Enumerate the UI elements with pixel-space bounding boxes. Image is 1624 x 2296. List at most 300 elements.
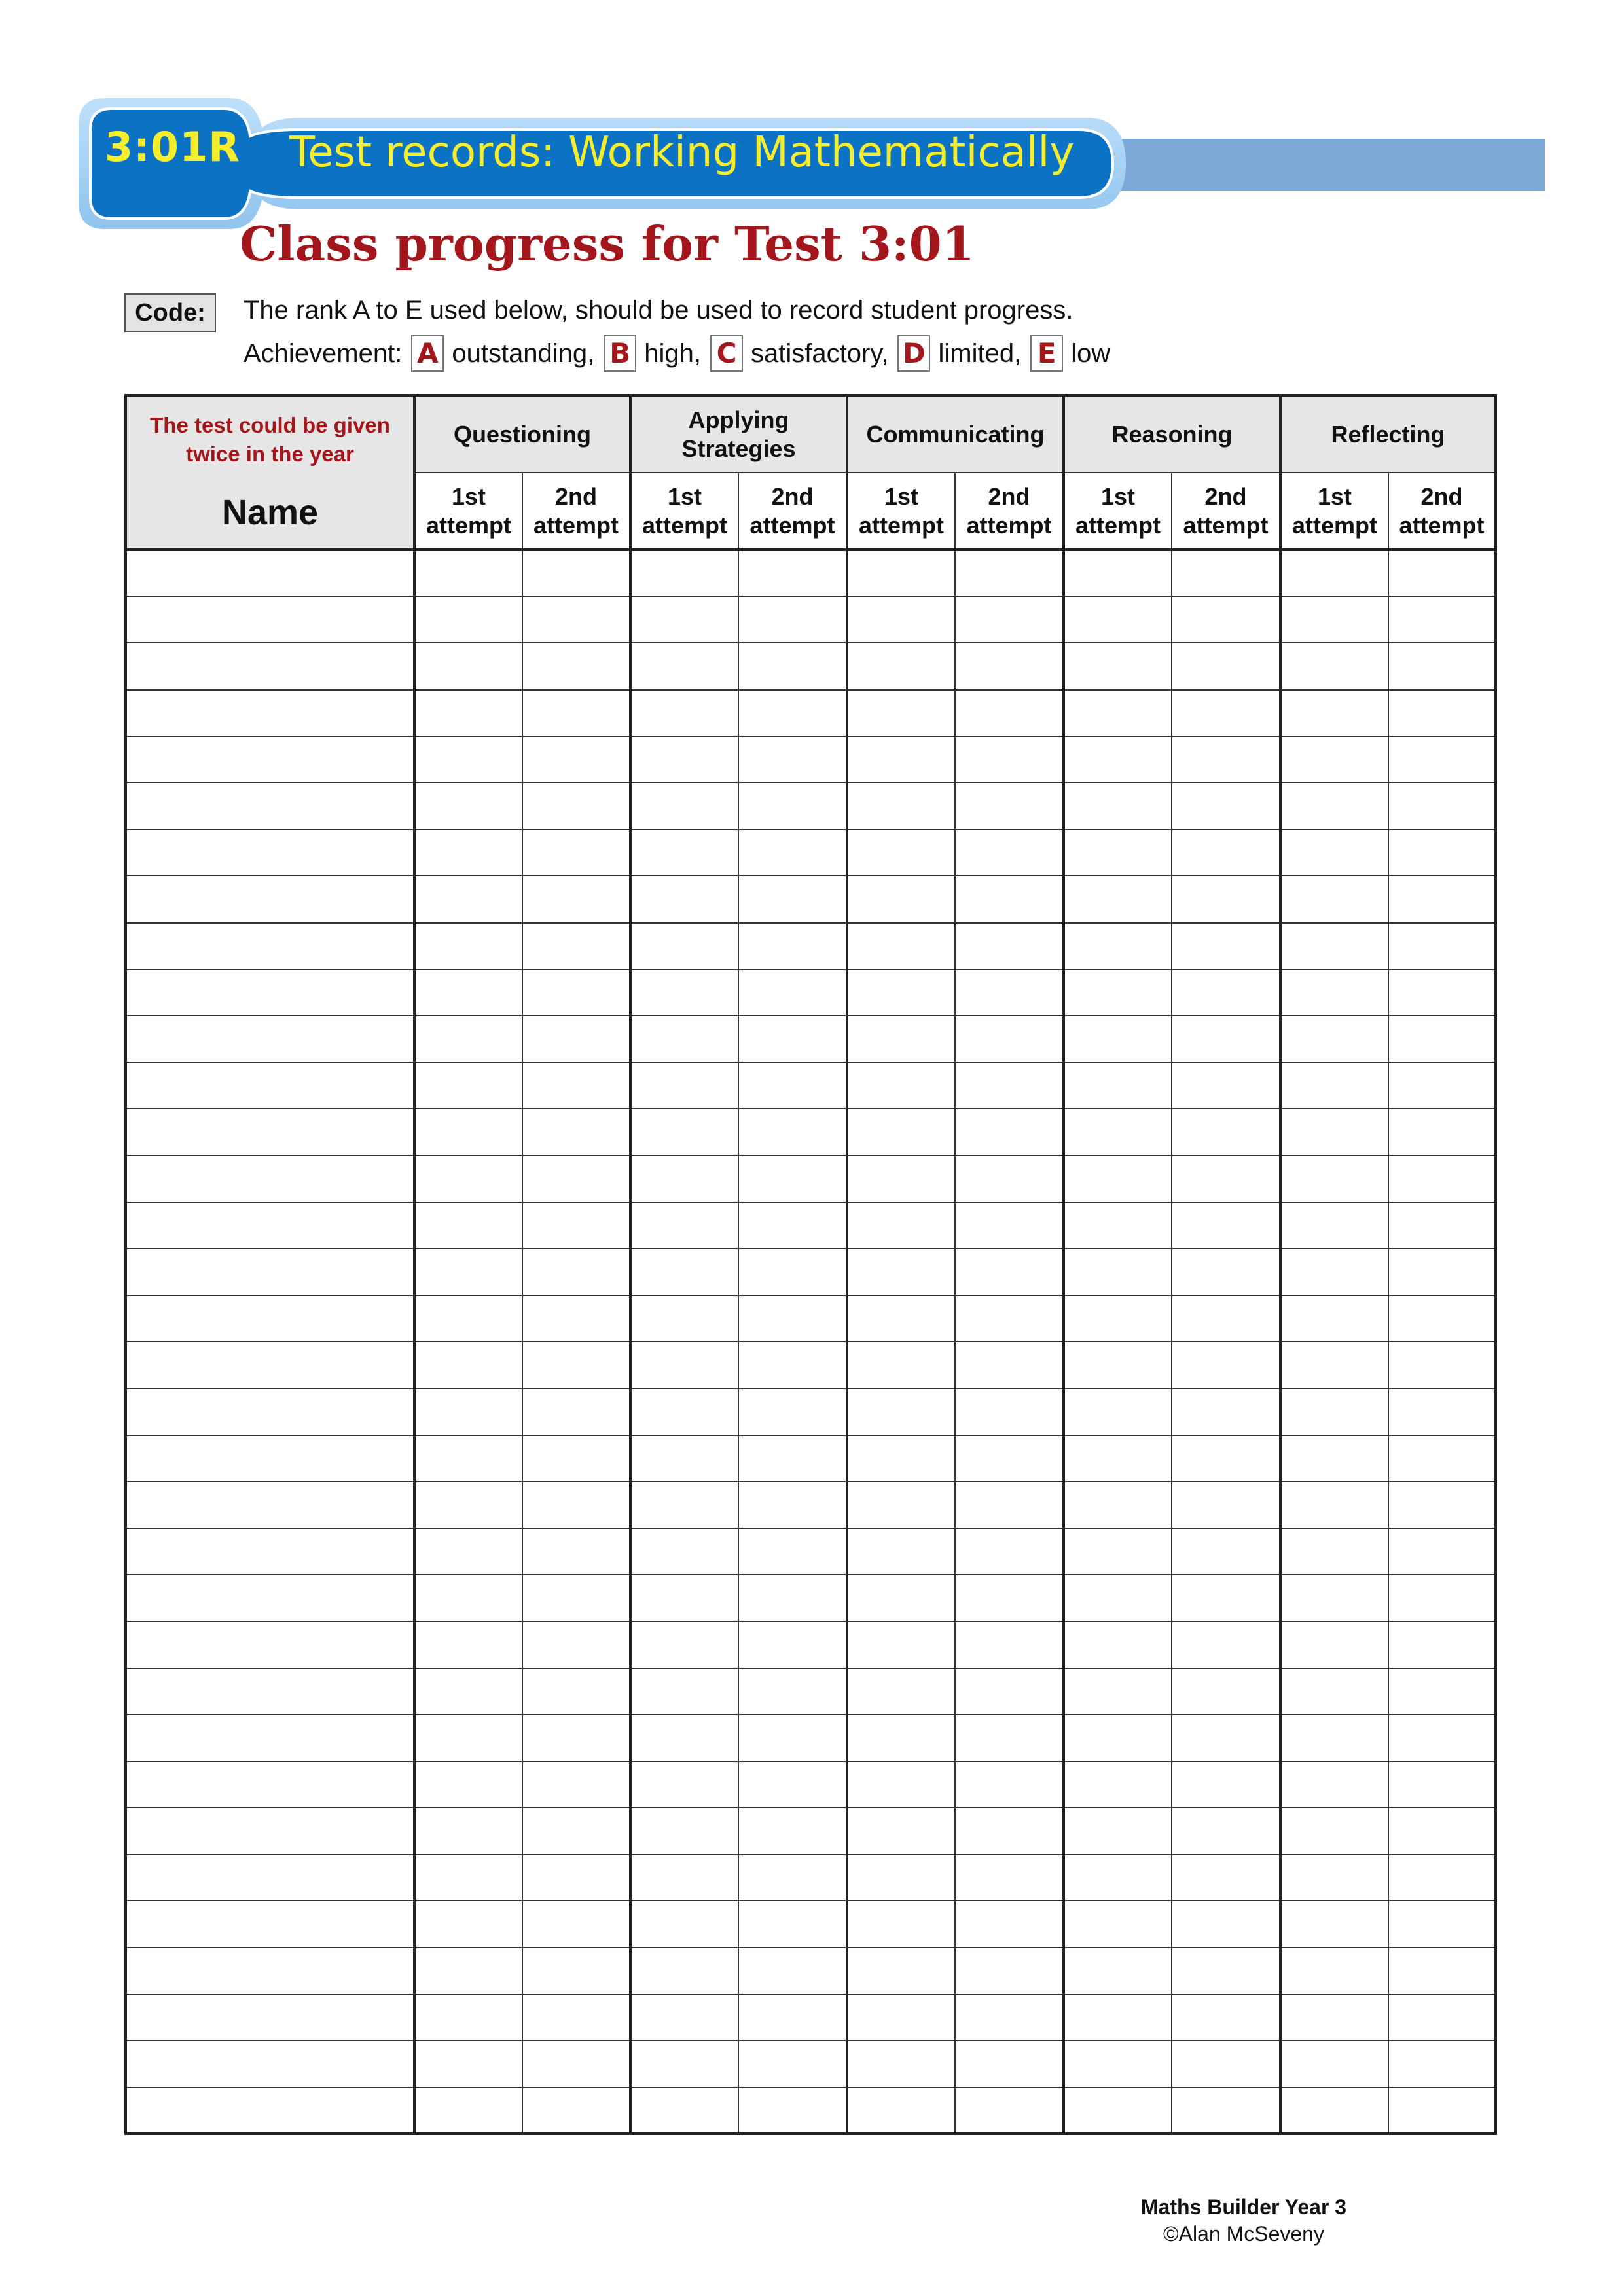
score-cell[interactable] <box>955 1715 1064 1761</box>
name-cell[interactable] <box>126 1482 414 1528</box>
score-cell[interactable] <box>1064 2087 1172 2134</box>
score-cell[interactable] <box>1064 783 1172 829</box>
score-cell[interactable] <box>630 1668 738 1715</box>
score-cell[interactable] <box>738 1109 847 1155</box>
score-cell[interactable] <box>414 783 522 829</box>
score-cell[interactable] <box>414 969 522 1016</box>
score-cell[interactable] <box>522 1854 630 1901</box>
score-cell[interactable] <box>1172 1109 1280 1155</box>
score-cell[interactable] <box>847 1435 955 1482</box>
score-cell[interactable] <box>1172 1342 1280 1388</box>
score-cell[interactable] <box>630 643 738 689</box>
name-cell[interactable] <box>126 969 414 1016</box>
score-cell[interactable] <box>847 1202 955 1249</box>
score-cell[interactable] <box>414 690 522 736</box>
score-cell[interactable] <box>738 1435 847 1482</box>
score-cell[interactable] <box>847 690 955 736</box>
score-cell[interactable] <box>630 596 738 643</box>
score-cell[interactable] <box>522 1994 630 2041</box>
name-cell[interactable] <box>126 2087 414 2134</box>
score-cell[interactable] <box>414 1062 522 1109</box>
name-cell[interactable] <box>126 1435 414 1482</box>
score-cell[interactable] <box>630 1295 738 1342</box>
score-cell[interactable] <box>738 1715 847 1761</box>
score-cell[interactable] <box>955 923 1064 969</box>
score-cell[interactable] <box>522 1155 630 1202</box>
score-cell[interactable] <box>414 1901 522 1947</box>
name-cell[interactable] <box>126 1295 414 1342</box>
score-cell[interactable] <box>1172 829 1280 876</box>
score-cell[interactable] <box>522 1948 630 1994</box>
score-cell[interactable] <box>522 783 630 829</box>
score-cell[interactable] <box>1388 1202 1496 1249</box>
score-cell[interactable] <box>522 690 630 736</box>
score-cell[interactable] <box>738 1062 847 1109</box>
score-cell[interactable] <box>630 1808 738 1854</box>
score-cell[interactable] <box>738 596 847 643</box>
score-cell[interactable] <box>738 736 847 783</box>
score-cell[interactable] <box>1172 1948 1280 1994</box>
score-cell[interactable] <box>1064 1668 1172 1715</box>
score-cell[interactable] <box>1064 923 1172 969</box>
score-cell[interactable] <box>522 550 630 596</box>
score-cell[interactable] <box>847 923 955 969</box>
score-cell[interactable] <box>1388 1388 1496 1435</box>
score-cell[interactable] <box>955 1155 1064 1202</box>
score-cell[interactable] <box>1280 596 1388 643</box>
score-cell[interactable] <box>414 1948 522 1994</box>
name-cell[interactable] <box>126 1715 414 1761</box>
score-cell[interactable] <box>1388 1808 1496 1854</box>
score-cell[interactable] <box>1388 1761 1496 1808</box>
score-cell[interactable] <box>630 1249 738 1295</box>
score-cell[interactable] <box>847 1668 955 1715</box>
score-cell[interactable] <box>1280 783 1388 829</box>
score-cell[interactable] <box>738 1249 847 1295</box>
score-cell[interactable] <box>1280 1062 1388 1109</box>
score-cell[interactable] <box>414 1528 522 1575</box>
score-cell[interactable] <box>955 1342 1064 1388</box>
score-cell[interactable] <box>955 876 1064 922</box>
score-cell[interactable] <box>1172 1808 1280 1854</box>
score-cell[interactable] <box>738 2087 847 2134</box>
score-cell[interactable] <box>1064 876 1172 922</box>
score-cell[interactable] <box>1280 1901 1388 1947</box>
score-cell[interactable] <box>738 1155 847 1202</box>
score-cell[interactable] <box>1172 1062 1280 1109</box>
score-cell[interactable] <box>1280 1202 1388 1249</box>
score-cell[interactable] <box>847 550 955 596</box>
name-cell[interactable] <box>126 1948 414 1994</box>
score-cell[interactable] <box>1172 550 1280 596</box>
score-cell[interactable] <box>414 2041 522 2087</box>
score-cell[interactable] <box>1064 643 1172 689</box>
score-cell[interactable] <box>847 1528 955 1575</box>
score-cell[interactable] <box>1280 1948 1388 1994</box>
score-cell[interactable] <box>1172 1621 1280 1668</box>
score-cell[interactable] <box>522 876 630 922</box>
score-cell[interactable] <box>955 1575 1064 1621</box>
score-cell[interactable] <box>630 1854 738 1901</box>
name-cell[interactable] <box>126 876 414 922</box>
score-cell[interactable] <box>1280 969 1388 1016</box>
score-cell[interactable] <box>522 1621 630 1668</box>
name-cell[interactable] <box>126 1062 414 1109</box>
score-cell[interactable] <box>630 1062 738 1109</box>
score-cell[interactable] <box>1064 1435 1172 1482</box>
score-cell[interactable] <box>522 1388 630 1435</box>
score-cell[interactable] <box>414 1575 522 1621</box>
score-cell[interactable] <box>738 1668 847 1715</box>
score-cell[interactable] <box>1172 1994 1280 2041</box>
score-cell[interactable] <box>738 643 847 689</box>
score-cell[interactable] <box>1172 1155 1280 1202</box>
score-cell[interactable] <box>414 1761 522 1808</box>
score-cell[interactable] <box>955 550 1064 596</box>
score-cell[interactable] <box>1280 1854 1388 1901</box>
score-cell[interactable] <box>630 2041 738 2087</box>
score-cell[interactable] <box>955 1948 1064 1994</box>
name-cell[interactable] <box>126 596 414 643</box>
score-cell[interactable] <box>955 1295 1064 1342</box>
score-cell[interactable] <box>1064 1575 1172 1621</box>
score-cell[interactable] <box>630 1948 738 1994</box>
score-cell[interactable] <box>1064 1202 1172 1249</box>
name-cell[interactable] <box>126 1202 414 1249</box>
score-cell[interactable] <box>630 923 738 969</box>
score-cell[interactable] <box>738 1202 847 1249</box>
score-cell[interactable] <box>522 1482 630 1528</box>
score-cell[interactable] <box>522 1249 630 1295</box>
score-cell[interactable] <box>847 1016 955 1062</box>
score-cell[interactable] <box>955 1994 1064 2041</box>
score-cell[interactable] <box>1280 550 1388 596</box>
score-cell[interactable] <box>1388 1295 1496 1342</box>
score-cell[interactable] <box>630 1388 738 1435</box>
score-cell[interactable] <box>738 783 847 829</box>
score-cell[interactable] <box>414 736 522 783</box>
score-cell[interactable] <box>630 1994 738 2041</box>
score-cell[interactable] <box>1172 1761 1280 1808</box>
score-cell[interactable] <box>630 969 738 1016</box>
score-cell[interactable] <box>1280 1761 1388 1808</box>
score-cell[interactable] <box>1064 1808 1172 1854</box>
score-cell[interactable] <box>414 1482 522 1528</box>
score-cell[interactable] <box>1172 1528 1280 1575</box>
score-cell[interactable] <box>955 1062 1064 1109</box>
score-cell[interactable] <box>847 1388 955 1435</box>
score-cell[interactable] <box>955 1388 1064 1435</box>
score-cell[interactable] <box>738 1901 847 1947</box>
score-cell[interactable] <box>1280 876 1388 922</box>
name-cell[interactable] <box>126 1388 414 1435</box>
score-cell[interactable] <box>1280 1249 1388 1295</box>
score-cell[interactable] <box>955 596 1064 643</box>
score-cell[interactable] <box>738 1621 847 1668</box>
score-cell[interactable] <box>414 1621 522 1668</box>
score-cell[interactable] <box>414 1202 522 1249</box>
score-cell[interactable] <box>1280 1808 1388 1854</box>
name-cell[interactable] <box>126 1016 414 1062</box>
score-cell[interactable] <box>522 829 630 876</box>
score-cell[interactable] <box>1280 923 1388 969</box>
score-cell[interactable] <box>1172 596 1280 643</box>
score-cell[interactable] <box>1388 1715 1496 1761</box>
score-cell[interactable] <box>414 2087 522 2134</box>
score-cell[interactable] <box>522 923 630 969</box>
score-cell[interactable] <box>738 2041 847 2087</box>
score-cell[interactable] <box>1388 1668 1496 1715</box>
score-cell[interactable] <box>955 1482 1064 1528</box>
score-cell[interactable] <box>955 1901 1064 1947</box>
name-cell[interactable] <box>126 690 414 736</box>
score-cell[interactable] <box>847 1715 955 1761</box>
score-cell[interactable] <box>955 736 1064 783</box>
score-cell[interactable] <box>630 1202 738 1249</box>
score-cell[interactable] <box>414 1155 522 1202</box>
score-cell[interactable] <box>1064 1482 1172 1528</box>
name-cell[interactable] <box>126 1528 414 1575</box>
score-cell[interactable] <box>630 550 738 596</box>
score-cell[interactable] <box>522 1715 630 1761</box>
score-cell[interactable] <box>1064 1761 1172 1808</box>
score-cell[interactable] <box>1172 2041 1280 2087</box>
score-cell[interactable] <box>1064 596 1172 643</box>
score-cell[interactable] <box>1064 1994 1172 2041</box>
score-cell[interactable] <box>1064 829 1172 876</box>
score-cell[interactable] <box>955 690 1064 736</box>
score-cell[interactable] <box>738 1528 847 1575</box>
score-cell[interactable] <box>522 1761 630 1808</box>
score-cell[interactable] <box>1064 969 1172 1016</box>
name-cell[interactable] <box>126 1761 414 1808</box>
name-cell[interactable] <box>126 1249 414 1295</box>
score-cell[interactable] <box>1172 736 1280 783</box>
score-cell[interactable] <box>1064 1621 1172 1668</box>
score-cell[interactable] <box>1172 923 1280 969</box>
score-cell[interactable] <box>1388 876 1496 922</box>
score-cell[interactable] <box>522 1435 630 1482</box>
score-cell[interactable] <box>630 1482 738 1528</box>
score-cell[interactable] <box>414 876 522 922</box>
score-cell[interactable] <box>522 643 630 689</box>
score-cell[interactable] <box>847 736 955 783</box>
score-cell[interactable] <box>1064 1295 1172 1342</box>
score-cell[interactable] <box>630 1155 738 1202</box>
score-cell[interactable] <box>1172 1295 1280 1342</box>
score-cell[interactable] <box>955 1528 1064 1575</box>
name-cell[interactable] <box>126 1155 414 1202</box>
score-cell[interactable] <box>847 829 955 876</box>
score-cell[interactable] <box>1388 690 1496 736</box>
score-cell[interactable] <box>414 1249 522 1295</box>
score-cell[interactable] <box>1388 1901 1496 1947</box>
score-cell[interactable] <box>738 829 847 876</box>
score-cell[interactable] <box>1172 1575 1280 1621</box>
score-cell[interactable] <box>847 1482 955 1528</box>
score-cell[interactable] <box>522 1016 630 1062</box>
score-cell[interactable] <box>522 1668 630 1715</box>
score-cell[interactable] <box>522 1202 630 1249</box>
score-cell[interactable] <box>1388 2087 1496 2134</box>
score-cell[interactable] <box>414 1668 522 1715</box>
score-cell[interactable] <box>955 1761 1064 1808</box>
score-cell[interactable] <box>955 1808 1064 1854</box>
score-cell[interactable] <box>847 1994 955 2041</box>
score-cell[interactable] <box>847 1295 955 1342</box>
score-cell[interactable] <box>630 736 738 783</box>
score-cell[interactable] <box>1280 736 1388 783</box>
name-cell[interactable] <box>126 1575 414 1621</box>
score-cell[interactable] <box>1388 1062 1496 1109</box>
score-cell[interactable] <box>1064 1062 1172 1109</box>
score-cell[interactable] <box>1172 1668 1280 1715</box>
score-cell[interactable] <box>630 1528 738 1575</box>
score-cell[interactable] <box>847 783 955 829</box>
score-cell[interactable] <box>1172 1249 1280 1295</box>
score-cell[interactable] <box>1172 2087 1280 2134</box>
score-cell[interactable] <box>847 2041 955 2087</box>
score-cell[interactable] <box>1064 1528 1172 1575</box>
score-cell[interactable] <box>1064 1109 1172 1155</box>
name-cell[interactable] <box>126 829 414 876</box>
score-cell[interactable] <box>1172 1854 1280 1901</box>
score-cell[interactable] <box>1172 1016 1280 1062</box>
score-cell[interactable] <box>1064 1901 1172 1947</box>
score-cell[interactable] <box>1064 550 1172 596</box>
score-cell[interactable] <box>1064 736 1172 783</box>
score-cell[interactable] <box>414 643 522 689</box>
score-cell[interactable] <box>630 690 738 736</box>
score-cell[interactable] <box>955 783 1064 829</box>
score-cell[interactable] <box>1280 2087 1388 2134</box>
score-cell[interactable] <box>955 1202 1064 1249</box>
score-cell[interactable] <box>414 596 522 643</box>
score-cell[interactable] <box>1388 1016 1496 1062</box>
score-cell[interactable] <box>1064 1948 1172 1994</box>
score-cell[interactable] <box>414 1295 522 1342</box>
score-cell[interactable] <box>1280 1668 1388 1715</box>
score-cell[interactable] <box>1388 1155 1496 1202</box>
name-cell[interactable] <box>126 1901 414 1947</box>
score-cell[interactable] <box>414 550 522 596</box>
score-cell[interactable] <box>414 1016 522 1062</box>
name-cell[interactable] <box>126 643 414 689</box>
score-cell[interactable] <box>1064 1342 1172 1388</box>
score-cell[interactable] <box>630 783 738 829</box>
score-cell[interactable] <box>847 1062 955 1109</box>
score-cell[interactable] <box>847 1621 955 1668</box>
score-cell[interactable] <box>1280 1715 1388 1761</box>
score-cell[interactable] <box>1388 923 1496 969</box>
score-cell[interactable] <box>1064 1388 1172 1435</box>
score-cell[interactable] <box>847 643 955 689</box>
score-cell[interactable] <box>955 1016 1064 1062</box>
score-cell[interactable] <box>847 969 955 1016</box>
score-cell[interactable] <box>630 1575 738 1621</box>
name-cell[interactable] <box>126 1109 414 1155</box>
score-cell[interactable] <box>414 1342 522 1388</box>
score-cell[interactable] <box>414 1435 522 1482</box>
score-cell[interactable] <box>847 1155 955 1202</box>
name-cell[interactable] <box>126 1808 414 1854</box>
score-cell[interactable] <box>1388 550 1496 596</box>
score-cell[interactable] <box>1388 1575 1496 1621</box>
score-cell[interactable] <box>414 1109 522 1155</box>
score-cell[interactable] <box>1280 1482 1388 1528</box>
score-cell[interactable] <box>1388 736 1496 783</box>
score-cell[interactable] <box>1388 1249 1496 1295</box>
score-cell[interactable] <box>1388 1948 1496 1994</box>
score-cell[interactable] <box>1280 1435 1388 1482</box>
score-cell[interactable] <box>1388 1528 1496 1575</box>
score-cell[interactable] <box>1172 1482 1280 1528</box>
score-cell[interactable] <box>1064 1854 1172 1901</box>
score-cell[interactable] <box>738 1948 847 1994</box>
score-cell[interactable] <box>1064 1155 1172 1202</box>
score-cell[interactable] <box>738 1016 847 1062</box>
score-cell[interactable] <box>847 876 955 922</box>
score-cell[interactable] <box>1172 1388 1280 1435</box>
score-cell[interactable] <box>738 923 847 969</box>
name-cell[interactable] <box>126 736 414 783</box>
score-cell[interactable] <box>522 1342 630 1388</box>
score-cell[interactable] <box>630 1435 738 1482</box>
score-cell[interactable] <box>738 1854 847 1901</box>
score-cell[interactable] <box>414 1715 522 1761</box>
name-cell[interactable] <box>126 783 414 829</box>
score-cell[interactable] <box>1388 783 1496 829</box>
score-cell[interactable] <box>522 1575 630 1621</box>
score-cell[interactable] <box>1388 2041 1496 2087</box>
score-cell[interactable] <box>738 1342 847 1388</box>
score-cell[interactable] <box>630 829 738 876</box>
score-cell[interactable] <box>1280 829 1388 876</box>
score-cell[interactable] <box>847 1901 955 1947</box>
score-cell[interactable] <box>1280 1342 1388 1388</box>
score-cell[interactable] <box>1172 1202 1280 1249</box>
score-cell[interactable] <box>847 1948 955 1994</box>
score-cell[interactable] <box>1388 1109 1496 1155</box>
score-cell[interactable] <box>414 923 522 969</box>
score-cell[interactable] <box>630 1621 738 1668</box>
score-cell[interactable] <box>1280 1155 1388 1202</box>
score-cell[interactable] <box>1388 1342 1496 1388</box>
name-cell[interactable] <box>126 923 414 969</box>
score-cell[interactable] <box>955 1109 1064 1155</box>
score-cell[interactable] <box>847 1109 955 1155</box>
score-cell[interactable] <box>1388 829 1496 876</box>
score-cell[interactable] <box>630 1016 738 1062</box>
score-cell[interactable] <box>1172 969 1280 1016</box>
score-cell[interactable] <box>847 1575 955 1621</box>
score-cell[interactable] <box>1172 876 1280 922</box>
score-cell[interactable] <box>630 876 738 922</box>
name-cell[interactable] <box>126 1342 414 1388</box>
score-cell[interactable] <box>847 1761 955 1808</box>
score-cell[interactable] <box>414 1388 522 1435</box>
score-cell[interactable] <box>1280 690 1388 736</box>
score-cell[interactable] <box>955 2041 1064 2087</box>
name-cell[interactable] <box>126 1854 414 1901</box>
score-cell[interactable] <box>847 2087 955 2134</box>
score-cell[interactable] <box>738 1761 847 1808</box>
score-cell[interactable] <box>738 1295 847 1342</box>
score-cell[interactable] <box>847 1342 955 1388</box>
score-cell[interactable] <box>522 1901 630 1947</box>
score-cell[interactable] <box>955 1668 1064 1715</box>
score-cell[interactable] <box>522 1528 630 1575</box>
